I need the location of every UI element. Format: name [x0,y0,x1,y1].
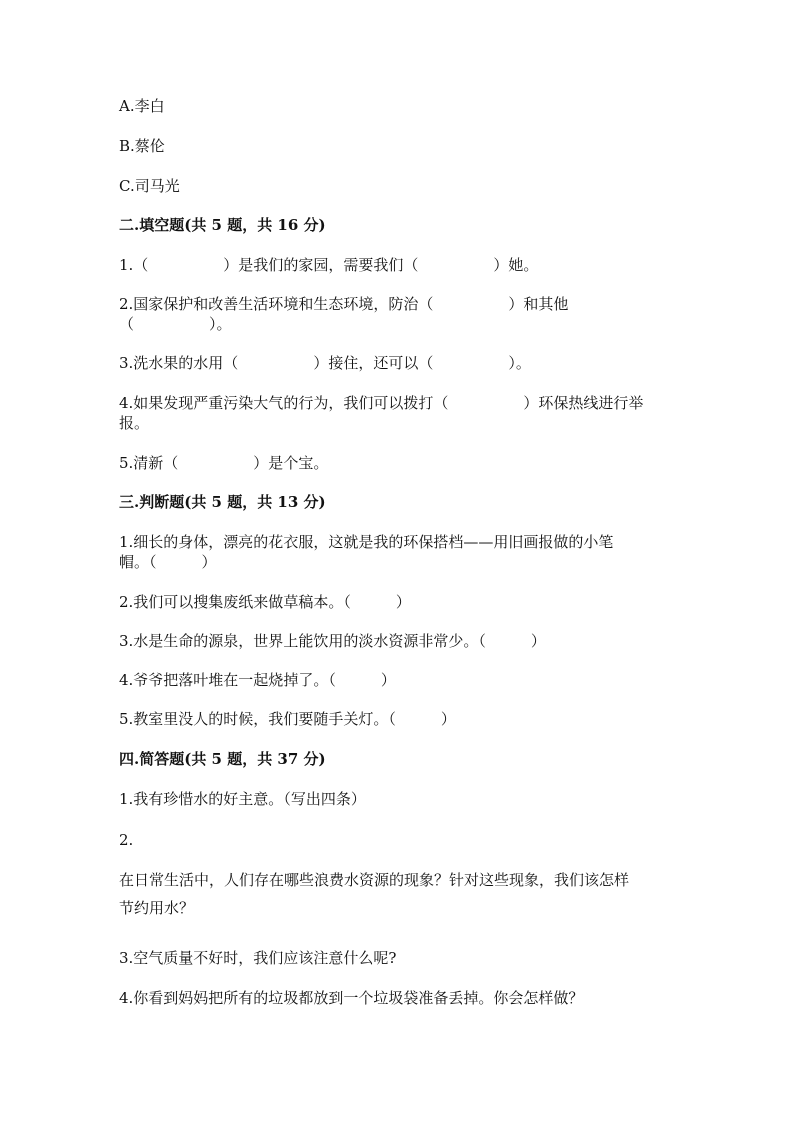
true-false-question-4: 4.爷爷把落叶堆在一起烧掉了。（ ） [119,671,396,689]
option-a [119,96,165,116]
true-false-question-3: 3.水是生命的源泉，世界上能饮用的淡水资源非常少。（ ） [119,632,546,650]
fill-blank-question-5: 5.清新（ ）是个宝。 [119,454,329,472]
true-false-question-5: 5.教室里没人的时候，我们要随手关灯。（ ） [119,710,456,728]
option-letter: B. [119,137,135,155]
fill-blank-question-4-continued: 报。 [119,414,150,432]
section-heading-short-answer: 四.简答题(共 5 题，共 37 分) [119,750,326,768]
fill-blank-question-2: 2.国家保护和改善生活环境和生态环境，防治（ ）和其他 [119,295,569,313]
option-letter: C. [119,177,135,195]
fill-blank-question-4: 4.如果发现严重污染大气的行为，我们可以拨打（ ）环保热线进行举 [119,394,644,412]
option-letter: A. [119,97,135,115]
short-answer-question-1: 1.我有珍惜水的好主意。（写出四条） [119,790,366,808]
section-heading-true-false: 三.判断题(共 5 题，共 13 分) [119,493,326,511]
fill-blank-question-2-continued: （ ）。 [119,315,232,333]
true-false-question-2: 2.我们可以搜集废纸来做草稿本。（ ） [119,593,411,611]
fill-blank-question-3: 3.洗水果的水用（ ）接住，还可以（ ）。 [119,354,531,372]
option-b [119,136,165,156]
short-answer-question-2: 在日常生活中，人们存在哪些浪费水资源的现象？针对这些现象，我们该怎样 [119,871,630,889]
section-heading-fill-blank: 二.填空题(共 5 题，共 16 分) [119,216,326,234]
short-answer-question-4: 4.你看到妈妈把所有的垃圾都放到一个垃圾袋准备丢掉。你会怎样做？ [119,989,584,1007]
option-text: 司马光 [134,177,180,195]
short-answer-question-3: 3.空气质量不好时，我们应该注意什么呢? [119,949,397,967]
option-text: 李白 [134,97,165,115]
option-text: 蔡伦 [134,137,165,155]
short-answer-question-2-continued: 节约用水？ [119,899,195,917]
true-false-question-1-continued: 帽。（ ） [119,553,217,571]
short-answer-question-2-number: 2. [119,831,134,849]
fill-blank-question-1: 1.（ ）是我们的家园，需要我们（ ）她。 [119,256,539,274]
option-c [119,176,180,196]
true-false-question-1: 1.细长的身体，漂亮的花衣服，这就是我的环保搭档——用旧画报做的小笔 [119,533,614,551]
